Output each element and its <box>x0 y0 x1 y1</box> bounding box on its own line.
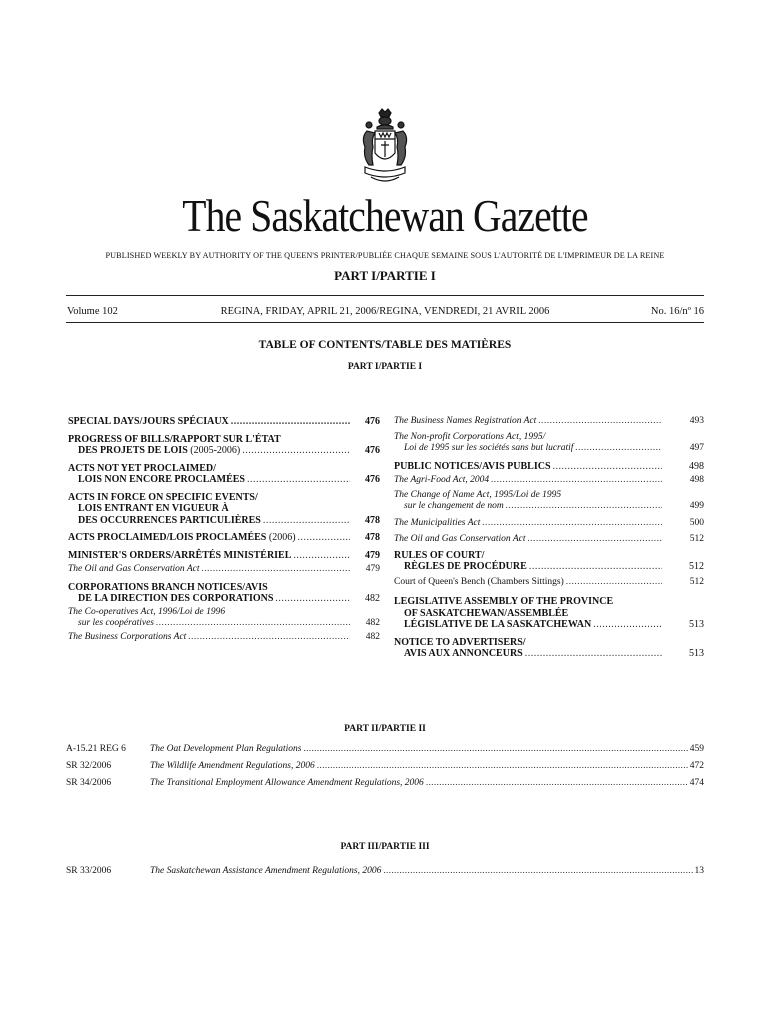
toc-right-column <box>394 416 704 666</box>
regulation-row[interactable] <box>66 761 704 772</box>
entry-label: RULES OF COURT/ <box>394 549 485 561</box>
entry-label: The Co-operatives Act, 1996/Loi de 1996 <box>68 606 226 617</box>
entry-label: Loi de 1995 sur les sociétés sans but lucratif <box>404 443 574 453</box>
page-number: 459 <box>689 744 704 754</box>
entry-label: LÉGISLATIVE DE LA SASKATCHEWAN <box>404 619 592 630</box>
entry-label: DES PROJETS DE LOIS <box>78 445 188 456</box>
toc-title: TABLE OF CONTENTS/TABLE DES MATIÈRES <box>258 339 512 351</box>
entry-label: NOTICE TO ADVERTISERS/ <box>394 636 526 648</box>
toc-entry[interactable] <box>68 416 380 428</box>
toc-entry[interactable] <box>394 475 704 487</box>
publisher-subtitle: PUBLISHED WEEKLY BY AUTHORITY OF THE QUEEN'S PRINTER/PUBLIÉE CHAQUE SEMAINE SOUS L'AUTORITÉ DE L'IMPRIMEUR DE LA REINE <box>105 251 665 260</box>
page-number: 478 <box>365 532 380 543</box>
toc-entry[interactable] <box>394 596 704 631</box>
page-number: 500 <box>689 517 704 528</box>
volume-label: Volume 102 <box>67 306 118 317</box>
entry-label: The Business Corporations Act <box>68 631 187 642</box>
part2-heading: PART II/PARTIE II <box>344 724 426 734</box>
page-number: 513 <box>689 619 704 630</box>
entry-label: RÈGLES DE PROCÉDURE <box>404 561 527 572</box>
part3-heading: PART III/PARTIE III <box>340 842 430 852</box>
toc-entry[interactable] <box>394 461 704 473</box>
regulation-row[interactable] <box>66 744 704 755</box>
part-heading: PART I/PARTIE I <box>334 268 436 283</box>
page-number: 512 <box>689 576 704 587</box>
entry-suffix: (2006) <box>268 532 296 543</box>
entry-label: ACTS PROCLAIMED/LOIS PROCLAMÉES <box>68 532 267 543</box>
entry-label: The Agri-Food Act, 2004 <box>394 475 490 485</box>
page-number: 13 <box>694 866 704 876</box>
page-number: 512 <box>689 561 704 572</box>
entry-label: The Business Names Registration Act <box>394 416 537 426</box>
entry-label: LOIS ENTRANT EN VIGUEUR À <box>78 503 229 514</box>
entry-label: The Oil and Gas Conservation Act <box>68 564 200 574</box>
entry-label: sur les coopératives <box>78 618 154 628</box>
toc-left-column <box>68 416 380 649</box>
page-number: 498 <box>689 460 704 472</box>
page-number: 497 <box>689 443 704 453</box>
dateline: REGINA, FRIDAY, APRIL 21, 2006/REGINA, VENDREDI, 21 AVRIL 2006 <box>220 306 550 317</box>
entry-label: DES OCCURRENCES PARTICULIÈRES <box>78 514 261 526</box>
page-number: 482 <box>365 593 380 604</box>
page-number: 498 <box>689 475 704 485</box>
entry-label: Court of Queen's Bench (Chambers Sittings) <box>394 576 564 587</box>
toc-entry[interactable] <box>394 550 704 573</box>
entry-label: CORPORATIONS BRANCH NOTICES/AVIS <box>68 581 268 593</box>
entry-suffix: (2005-2006) <box>190 445 241 456</box>
toc-entry[interactable] <box>68 463 380 486</box>
entry-label: ACTS NOT YET PROCLAIMED/ <box>68 462 216 474</box>
regulation-name: The Oat Development Plan Regulations <box>150 744 302 754</box>
page-number: 482 <box>365 618 380 628</box>
toc-entry[interactable] <box>68 564 380 576</box>
page-number: 482 <box>365 631 380 642</box>
entry-label: LEGISLATIVE ASSEMBLY OF THE PROVINCE <box>394 596 614 607</box>
page-number: 512 <box>689 534 704 544</box>
toc-entry[interactable] <box>394 637 704 660</box>
page-number: 479 <box>365 564 380 574</box>
toc-entry[interactable] <box>394 416 704 428</box>
entry-label: PROGRESS OF BILLS/RAPPORT SUR L'ÉTAT <box>68 433 281 445</box>
toc-entry[interactable] <box>394 577 704 589</box>
page-number: 499 <box>689 501 704 511</box>
toc-entry[interactable] <box>394 490 704 513</box>
entry-label: MINISTER'S ORDERS/ARRÊTÉS MINISTÉRIEL <box>68 549 292 561</box>
toc-entry[interactable] <box>68 632 380 644</box>
page-number: 476 <box>365 445 380 456</box>
entry-label: The Oil and Gas Conservation Act <box>394 534 526 544</box>
regulation-name: The Saskatchewan Assistance Amendment Regulations, 2006 <box>150 866 382 876</box>
regulation-name: The Wildlife Amendment Regulations, 2006 <box>150 761 315 771</box>
toc-part-heading: PART I/PARTIE I <box>347 362 423 372</box>
entry-label: PUBLIC NOTICES/AVIS PUBLICS <box>394 460 551 472</box>
top-rule <box>66 295 704 296</box>
entry-label: LOIS NON ENCORE PROCLAMÉES <box>78 474 245 485</box>
entry-label: The Municipalities Act <box>394 517 481 528</box>
page-number: 472 <box>689 761 704 771</box>
entry-label: AVIS AUX ANNONCEURS <box>404 648 523 659</box>
bottom-rule <box>66 322 704 323</box>
page-number: 476 <box>365 474 380 485</box>
entry-label: sur le changement de nom <box>404 501 504 511</box>
regulation-code: SR 32/2006 <box>66 761 112 771</box>
regulation-row[interactable] <box>66 866 704 877</box>
regulation-row[interactable] <box>66 778 704 789</box>
regulation-code: A-15.21 REG 6 <box>66 744 126 754</box>
issue-number: No. 16/nº 16 <box>650 306 704 317</box>
toc-entry[interactable] <box>68 582 380 605</box>
entry-label: The Non-profit Corporations Act, 1995/ <box>394 431 546 442</box>
page-number: 493 <box>689 416 704 426</box>
page-number: 474 <box>689 778 704 788</box>
toc-entry[interactable] <box>68 550 380 562</box>
toc-entry[interactable] <box>68 532 380 544</box>
regulation-code: SR 33/2006 <box>66 866 112 876</box>
page-number: 513 <box>689 648 704 659</box>
toc-entry[interactable] <box>394 534 704 546</box>
entry-label: ACTS IN FORCE ON SPECIFIC EVENTS/ <box>68 491 258 503</box>
toc-entry[interactable] <box>68 434 380 457</box>
entry-label: SPECIAL DAYS/JOURS SPÉCIAUX <box>68 416 229 427</box>
gazette-title: The Saskatchewan Gazette <box>182 191 588 241</box>
toc-entry[interactable] <box>394 518 704 530</box>
entry-label: DE LA DIRECTION DES CORPORATIONS <box>78 593 274 604</box>
regulation-code: SR 34/2006 <box>66 778 112 788</box>
coat-of-arms-crest <box>353 107 417 187</box>
page-number: 479 <box>365 549 380 561</box>
entry-label: The Change of Name Act, 1995/Loi de 1995 <box>394 489 562 500</box>
toc-entry[interactable] <box>68 492 380 527</box>
entry-label: OF SASKATCHEWAN/ASSEMBLÉE <box>404 607 569 619</box>
page-number: 476 <box>365 416 380 427</box>
toc-entry[interactable] <box>68 607 380 630</box>
toc-entry[interactable] <box>394 432 704 455</box>
regulation-name: The Transitional Employment Allowance Amendment Regulations, 2006 <box>150 778 424 788</box>
page-number: 478 <box>365 514 380 526</box>
